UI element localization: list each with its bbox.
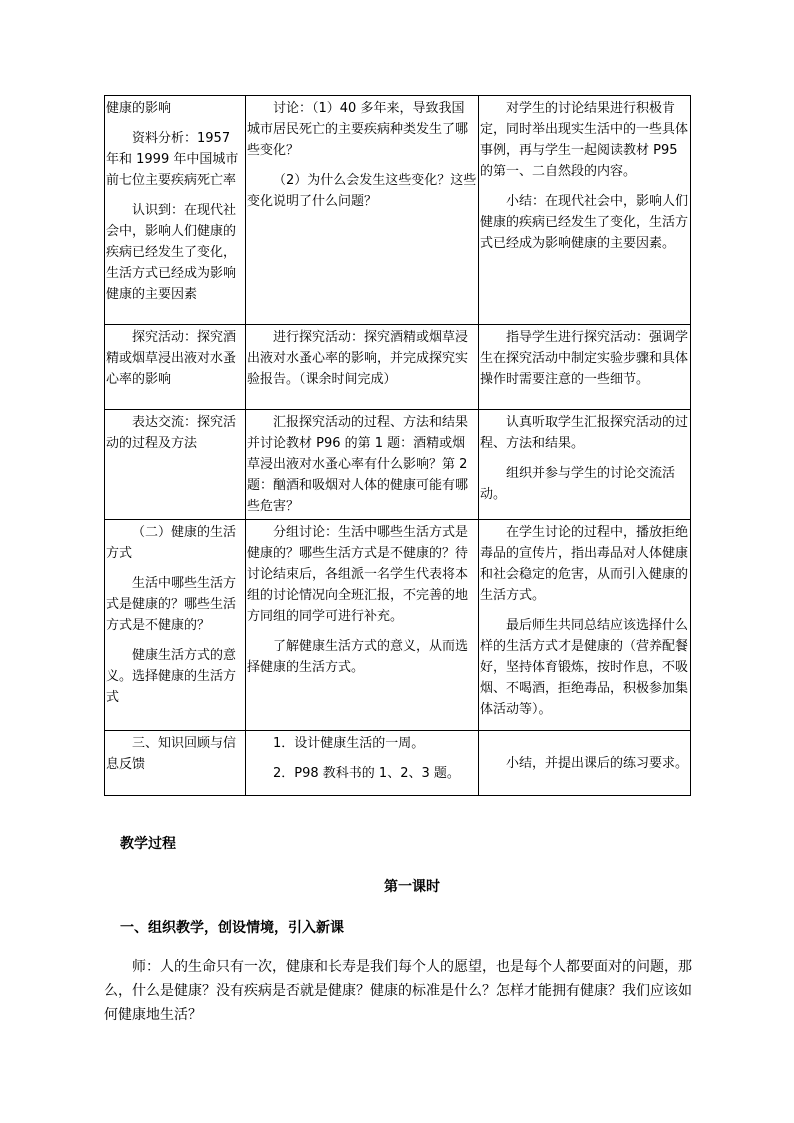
table-cell: 分组讨论：生活中哪些生活方式是健康的？哪些生活方式是不健康的？待讨论结束后，各组派一名学生代表将本组的讨论情况向全班汇报，不完善的地方同组的同学可进行补充。 了解健康生活方式的意义，从而选择健康的生活方式。: [246, 520, 479, 731]
table-cell: 健康的影响 资料分析：1957 年和 1999 年中国城市前七位主要疾病死亡率 认识到：在现代社会中，影响人们健康的疾病已经发生了变化，生活方式已经成为影响健康的主要因素: [105, 96, 246, 325]
lesson-title: 第一课时: [384, 879, 440, 895]
table-row: [105, 731, 691, 796]
table-cell: 汇报探究活动的过程、方法和结果并讨论教材 P96 的第 1 题：酒精或烟草浸出液对水蚤心率有什么影响？第 2 题：酗酒和吸烟对人体的健康可能有哪些危害？: [246, 410, 479, 520]
body-paragraph: 师：人的生命只有一次，健康和长寿是我们每个人的愿望，也是每个人都要面对的问题，那么，什么是健康？没有疾病是否就是健康？健康的标准是什么？怎样才能拥有健康？我们应该如何健康地生活？: [104, 959, 692, 1023]
table-cell: 1．设计健康生活的一周。 2．P98 教科书的 1、2、3 题。: [246, 731, 479, 796]
table-row: [105, 325, 691, 410]
table-cell: 三、知识回顾与信息反馈: [105, 731, 246, 796]
table-cell: 表达交流：探究活动的过程及方法: [105, 410, 246, 520]
table-row: [105, 96, 691, 325]
subheading: 一、组织教学，创设情境，引入新课: [120, 920, 344, 936]
table-cell: 讨论：（1）40 多年来，导致我国城市居民死亡的主要疾病种类发生了哪些变化？ （2）为什么会发生这些变化？这些变化说明了什么问题？: [246, 96, 479, 325]
table-row: [105, 520, 691, 731]
table-cell: 对学生的讨论结果进行积极肯定，同时举出现实生活中的一些具体事例，再与学生一起阅读教材 P95 的第一、二自然段的内容。 小结：在现代社会中，影响人们健康的疾病已经发生了变化，生活方式已经成为影响健康的主要因素。: [479, 96, 691, 325]
table-cell: 进行探究活动：探究酒精或烟草浸出液对水蚤心率的影响，并完成探究实验报告。（课余时间完成）: [246, 325, 479, 410]
table-row: [105, 410, 691, 520]
table-cell: 探究活动：探究酒精或烟草浸出液对水蚤心率的影响: [105, 325, 246, 410]
table-cell: 在学生讨论的过程中，播放拒绝毒品的宣传片，指出毒品对人体健康和社会稳定的危害，从而引入健康的生活方式。 最后师生共同总结应该选择什么样的生活方式才是健康的（营养配餐好，坚持体育锻炼，按时作息，不吸烟、不喝酒，拒绝毒品，积极参加集体活动等）。: [479, 520, 691, 731]
table-cell: （二）健康的生活方式 生活中哪些生活方式是健康的？哪些生活方式是不健康的？ 健康生活方式的意义。选择健康的生活方式: [105, 520, 246, 731]
lesson-plan-table: [104, 95, 691, 796]
section-title: 教学过程: [120, 836, 176, 852]
table-cell: 指导学生进行探究活动：强调学生在探究活动中制定实验步骤和具体操作时需要注意的一些细节。: [479, 325, 691, 410]
table-cell: 小结，并提出课后的练习要求。: [479, 731, 691, 796]
table-cell: 认真听取学生汇报探究活动的过程、方法和结果。 组织并参与学生的讨论交流活动。: [479, 410, 691, 520]
